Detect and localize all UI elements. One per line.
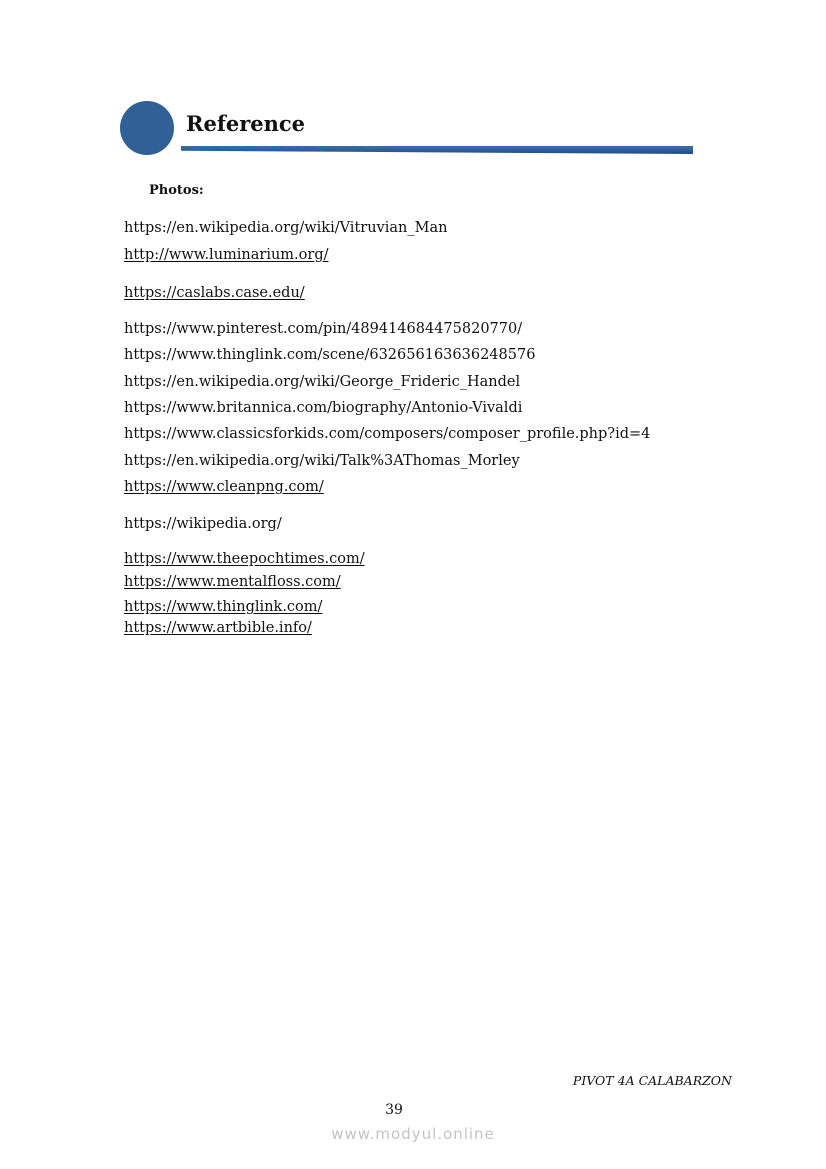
reference-link[interactable]: http://www.luminarium.org/	[124, 247, 329, 263]
reference-item: https://www.classicsforkids.com/composers/composer_profile.php?id=4	[124, 426, 651, 442]
reference-item: https://en.wikipedia.org/wiki/Talk%3AThomas_Morley	[124, 453, 520, 469]
reference-link[interactable]: https://caslabs.case.edu/	[124, 285, 305, 301]
reference-item: https://www.thinglink.com/scene/632656163636248576	[124, 347, 536, 363]
reference-link[interactable]: https://www.artbible.info/	[124, 620, 312, 636]
reference-link[interactable]: https://www.theepochtimes.com/	[124, 551, 365, 567]
page-title: Reference	[186, 111, 306, 136]
reference-item: https://www.pinterest.com/pin/489414684475820770/	[124, 321, 523, 337]
reference-link[interactable]: https://www.cleanpng.com/	[124, 479, 324, 495]
header-rule	[181, 146, 693, 154]
section-label-photos: Photos:	[149, 183, 204, 198]
reference-item: https://wikipedia.org/	[124, 516, 282, 532]
footer-label: PIVOT 4A CALABARZON	[572, 1073, 732, 1088]
reference-item: https://en.wikipedia.org/wiki/Vitruvian_Man	[124, 220, 448, 236]
reference-item: https://en.wikipedia.org/wiki/George_Frideric_Handel	[124, 374, 521, 390]
watermark: www.modyul.online	[331, 1125, 495, 1143]
reference-link[interactable]: https://www.mentalfloss.com/	[124, 574, 341, 590]
reference-link[interactable]: https://www.thinglink.com/	[124, 599, 323, 615]
header-circle-badge	[120, 101, 174, 155]
reference-item: https://www.britannica.com/biography/Antonio-Vivaldi	[124, 400, 523, 416]
page-number: 39	[385, 1102, 403, 1118]
